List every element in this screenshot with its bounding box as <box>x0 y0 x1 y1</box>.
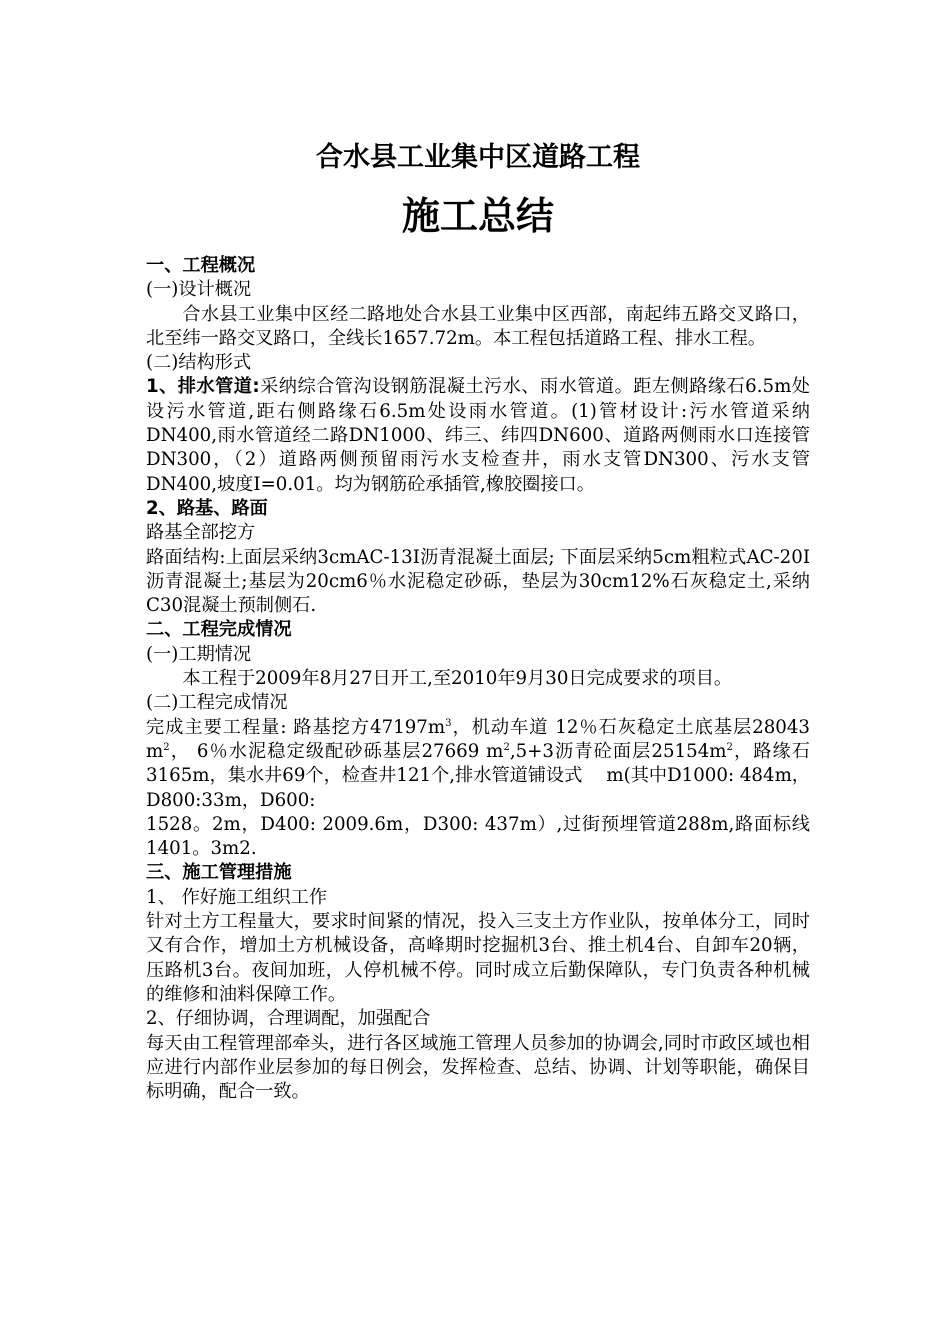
superscript-2: 2 <box>726 741 733 753</box>
document-page <box>146 136 810 1104</box>
quantities-part-d: ,5+3沥青砼面层25154m <box>509 740 727 762</box>
section-1-item1-label: 1、排水管道: <box>146 376 260 398</box>
superscript-2: 2 <box>503 741 510 753</box>
document-title: 合水县工业集中区道路工程 <box>316 142 640 173</box>
section-3-heading: 三、施工管理措施 <box>146 862 292 884</box>
section-2-sub1-heading: (一)工期情况 <box>146 643 252 665</box>
section-1-item2-label: 2、路基、路面 <box>146 497 268 519</box>
document-subtitle: 施工总结 <box>401 194 554 238</box>
section-1-item1-text: 采纳综合管沟设钢筋混凝土污水、雨水管道。距左侧路缘石6.5m处设污水管道,距右侧路缘石6.5m处设雨水管道。(1)管材设计:污水管道采纳DN400,雨水管道经二路DN1000、纬三、纬四DN600、道路两侧雨水口连接管DN300，（2）道路两侧预留雨污水支检查井，雨水支管DN300、污水支管DN400,坡度I=0.01。均为钢筋砼承插管,橡胶圈接口。 <box>146 376 810 495</box>
section-3-item2-heading: 2、仔细协调，合理调配，加强配合 <box>146 1008 431 1030</box>
section-3-item1-heading: 1、 作好施工组织工作 <box>146 886 328 908</box>
section-1-sub1-text: 合水县工业集中区经二路地处合水县工业集中区西部，南起纬五路交叉路口，北至纬一路交叉路口，全线长1657.72m。本工程包括道路工程、排水工程。 <box>146 303 810 349</box>
quantities-part-c: ， 6％水泥稳定级配砂砾基层27669 m <box>169 740 504 762</box>
section-2-quantities <box>146 716 810 813</box>
section-2-heading: 二、工程完成情况 <box>146 619 292 641</box>
superscript-3: 3 <box>445 717 452 729</box>
section-1-item2-line2: 路面结构:上面层采纳3cmAC-13I沥青混凝土面层; 下面层采纳5cm粗粒式AC-20I沥青混凝土;基层为20cm6％水泥稳定砂砾，垫层为30cm12%石灰稳定土,采纳C30混凝土预制侧石. <box>146 546 810 617</box>
section-2-sub1-text: 本工程于2009年8月27日开工,至2010年9月30日完成要求的项目。 <box>182 668 733 690</box>
section-1-item1 <box>146 375 810 496</box>
quantities-part-b: ，机动车道 12％石灰稳定土底基层28043 m <box>146 716 810 762</box>
superscript-2: 2 <box>163 741 170 753</box>
section-1-heading: 一、工程概况 <box>146 255 256 276</box>
section-2-quantities-cont: 1528。2m，D400: 2009.6m，D300: 437m）,过街预埋管道288m,路面标线1401。3m2. <box>146 813 810 860</box>
section-1-item2-line1: 路基全部挖方 <box>146 522 256 544</box>
quantities-part-e: ，路缘石3165m，集水井69个，检查井121个,排水管道铺设式 m(其中D1000: 484m，D800:33m，D600: <box>146 740 810 811</box>
section-3-item1-text: 针对土方工程量大，要求时间紧的情况，投入三支土方作业队，按单体分工，同时又有合作，增加土方机械设备，高峰期时挖掘机3台、推土机4台、自卸车20辆，压路机3台。夜间加班，人停机械不停。同时成立后勤保障队，专门负责各种机械的维修和油料保障工作。 <box>146 911 810 1005</box>
section-1-sub2-heading: (二)结构形式 <box>146 352 252 374</box>
section-1-sub1-heading: (一)设计概况 <box>146 279 252 301</box>
section-3-item2-text: 每天由工程管理部牵头，进行各区域施工管理人员参加的协调会,同时市政区域也相应进行内部作业层参加的每日例会，发挥检查、总结、协调、计划等职能，确保目标明确，配合一致。 <box>146 1032 810 1103</box>
quantities-part-a: 完成主要工程量: 路基挖方47197m <box>146 716 446 738</box>
section-2-sub2-heading: (二)工程完成情况 <box>146 692 288 714</box>
